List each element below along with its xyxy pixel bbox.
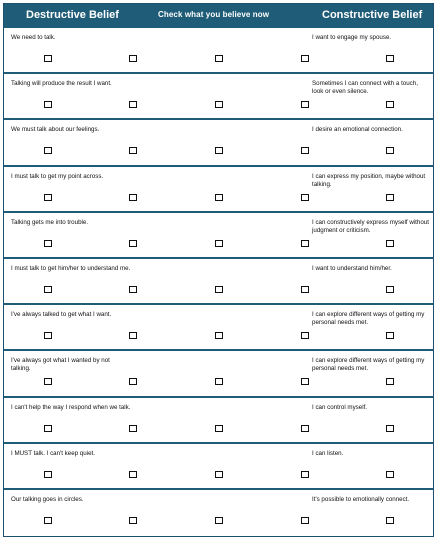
checkbox-3[interactable] [215,332,223,339]
destructive-belief-text: Talking will produce the result I want. [11,80,112,88]
checkbox-5[interactable] [386,194,394,201]
checkbox-group [4,286,433,298]
checkbox-1[interactable] [44,378,52,385]
checkbox-group [4,517,433,529]
destructive-belief-text: I MUST talk. I can't keep quiet. [11,449,95,457]
destructive-belief-text: I must talk to get him/her to understand me. [11,264,131,272]
checkbox-2[interactable] [129,332,137,339]
checkbox-group [4,425,433,437]
belief-row [4,28,433,74]
constructive-belief-text: I want to understand him/her. [312,264,392,272]
checkbox-2[interactable] [129,378,137,385]
checkbox-group [4,471,433,483]
constructive-belief-text: I can express my position, maybe without talking. [312,172,426,188]
constructive-belief-text: I can constructively express myself without judgment or criticism. [312,218,429,234]
checkbox-group [4,378,433,390]
checkbox-1[interactable] [44,147,52,154]
checkbox-3[interactable] [215,517,223,524]
checkbox-2[interactable] [129,425,137,432]
checkbox-3[interactable] [215,286,223,293]
checkbox-group [4,55,433,67]
checkbox-4[interactable] [301,147,309,154]
belief-row [4,351,433,397]
checkbox-3[interactable] [215,425,223,432]
destructive-belief-text: Our talking goes in circles. [11,495,84,503]
checkbox-4[interactable] [301,425,309,432]
checkbox-1[interactable] [44,240,52,247]
checkbox-3[interactable] [215,240,223,247]
checkbox-1[interactable] [44,517,52,524]
belief-row [4,167,433,213]
checkbox-5[interactable] [386,378,394,385]
check-instruction-heading: Check what you believe now [158,10,270,19]
checkbox-2[interactable] [129,286,137,293]
checkbox-3[interactable] [215,147,223,154]
belief-row [4,74,433,120]
destructive-belief-text: I've always talked to get what I want. [11,311,112,319]
belief-row [4,490,433,536]
checkbox-3[interactable] [215,378,223,385]
constructive-belief-text: I can explore different ways of getting my personal needs met. [312,357,425,373]
checkbox-group [4,194,433,206]
checkbox-3[interactable] [215,101,223,108]
destructive-belief-text: I can't help the way I respond when we talk. [11,403,131,411]
checkbox-1[interactable] [44,332,52,339]
checkbox-4[interactable] [301,194,309,201]
checkbox-4[interactable] [301,517,309,524]
constructive-belief-text: I can listen. [312,449,344,457]
constructive-belief-text: I want to engage my spouse. [312,34,392,41]
constructive-belief-text: I desire an emotional connection. [312,126,403,134]
checkbox-1[interactable] [44,471,52,478]
checkbox-4[interactable] [301,55,309,62]
checkbox-group [4,147,433,159]
destructive-belief-text: Talking gets me into trouble. [11,218,89,226]
checkbox-2[interactable] [129,471,137,478]
checkbox-1[interactable] [44,101,52,108]
belief-row [4,444,433,490]
checkbox-5[interactable] [386,55,394,62]
checkbox-4[interactable] [301,240,309,247]
belief-row [4,398,433,444]
checkbox-2[interactable] [129,240,137,247]
constructive-belief-text: I can control myself. [312,403,368,411]
destructive-belief-text: I must talk to get my point across. [11,172,104,180]
checkbox-4[interactable] [301,378,309,385]
constructive-belief-text: I can explore different ways of getting my personal needs met. [312,311,425,327]
belief-row [4,120,433,166]
checkbox-3[interactable] [215,194,223,201]
checkbox-5[interactable] [386,332,394,339]
checkbox-4[interactable] [301,471,309,478]
belief-worksheet [3,3,434,537]
checkbox-2[interactable] [129,194,137,201]
checkbox-3[interactable] [215,55,223,62]
belief-row [4,305,433,351]
checkbox-5[interactable] [386,101,394,108]
checkbox-2[interactable] [129,101,137,108]
header-bar [4,4,433,28]
checkbox-4[interactable] [301,286,309,293]
constructive-belief-heading: Constructive Belief [322,9,423,21]
checkbox-5[interactable] [386,517,394,524]
checkbox-5[interactable] [386,240,394,247]
checkbox-2[interactable] [129,147,137,154]
belief-row [4,259,433,305]
checkbox-1[interactable] [44,55,52,62]
checkbox-5[interactable] [386,425,394,432]
destructive-belief-text: We must talk about our feelings. [11,126,100,134]
checkbox-4[interactable] [301,101,309,108]
checkbox-5[interactable] [386,471,394,478]
checkbox-2[interactable] [129,55,137,62]
destructive-belief-heading: Destructive Belief [26,9,119,21]
checkbox-3[interactable] [215,471,223,478]
checkbox-1[interactable] [44,194,52,201]
destructive-belief-text: I've always got what I wanted by not talking. [11,357,110,373]
destructive-belief-text: We need to talk. [11,34,56,41]
checkbox-5[interactable] [386,286,394,293]
constructive-belief-text: Sometimes I can connect with a touch, look or even silence. [312,80,418,96]
checkbox-group [4,240,433,252]
checkbox-group [4,332,433,344]
checkbox-4[interactable] [301,332,309,339]
checkbox-group [4,101,433,113]
belief-row [4,213,433,259]
checkbox-5[interactable] [386,147,394,154]
checkbox-2[interactable] [129,517,137,524]
checkbox-1[interactable] [44,286,52,293]
belief-rows [4,28,433,536]
checkbox-1[interactable] [44,425,52,432]
constructive-belief-text: It's possible to emotionally connect. [312,495,410,503]
